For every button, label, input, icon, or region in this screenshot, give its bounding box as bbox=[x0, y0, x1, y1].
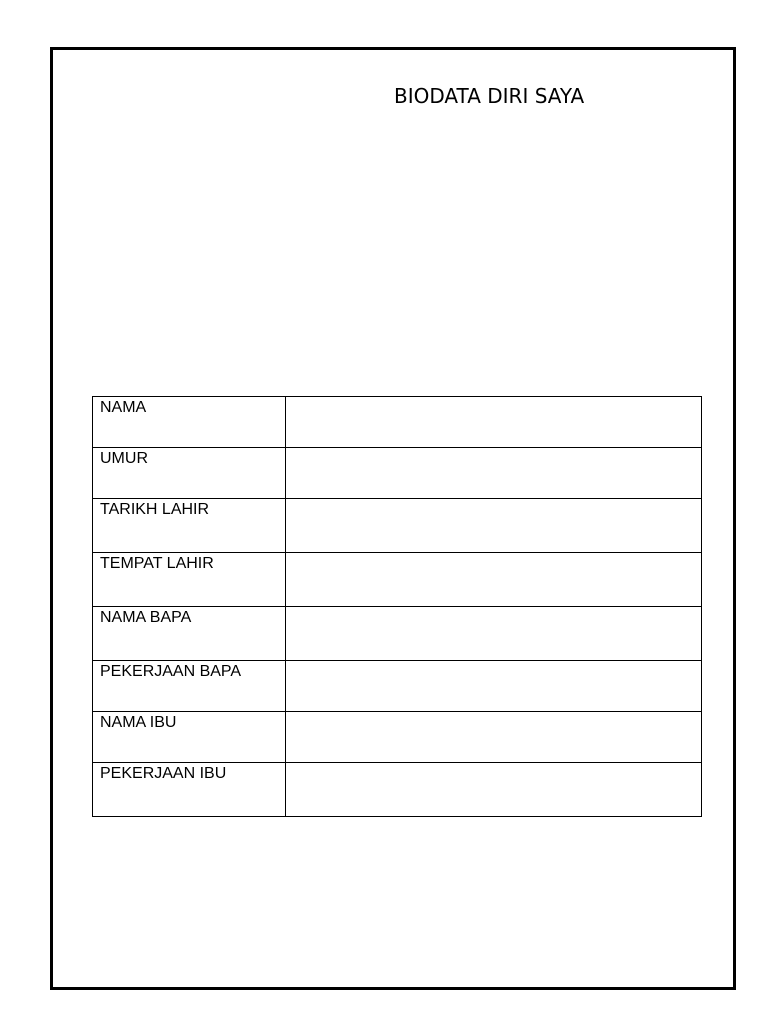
field-value-pekerjaan-ibu[interactable] bbox=[285, 763, 701, 817]
field-label-tempat-lahir: TEMPAT LAHIR bbox=[93, 553, 286, 607]
table-row bbox=[93, 607, 702, 661]
field-value-nama-ibu[interactable] bbox=[285, 712, 701, 763]
field-label-umur: UMUR bbox=[93, 448, 286, 499]
field-value-nama[interactable] bbox=[285, 397, 701, 448]
field-label-nama-ibu: NAMA IBU bbox=[93, 712, 286, 763]
table-row bbox=[93, 397, 702, 448]
table-row bbox=[93, 553, 702, 607]
field-value-pekerjaan-bapa[interactable] bbox=[285, 661, 701, 712]
field-label-nama: NAMA bbox=[93, 397, 286, 448]
table-row bbox=[93, 499, 702, 553]
field-value-umur[interactable] bbox=[285, 448, 701, 499]
table-row bbox=[93, 712, 702, 763]
field-value-nama-bapa[interactable] bbox=[285, 607, 701, 661]
table-row bbox=[93, 448, 702, 499]
field-value-tempat-lahir[interactable] bbox=[285, 553, 701, 607]
table-row bbox=[93, 661, 702, 712]
field-label-pekerjaan-bapa: PEKERJAAN BAPA bbox=[93, 661, 286, 712]
field-value-tarikh-lahir[interactable] bbox=[285, 499, 701, 553]
field-label-nama-bapa: NAMA BAPA bbox=[93, 607, 286, 661]
field-label-tarikh-lahir: TARIKH LAHIR bbox=[93, 499, 286, 553]
biodata-table bbox=[92, 396, 702, 817]
table-row bbox=[93, 763, 702, 817]
page-title: BIODATA DIRI SAYA bbox=[394, 84, 585, 108]
field-label-pekerjaan-ibu: PEKERJAAN IBU bbox=[93, 763, 286, 817]
